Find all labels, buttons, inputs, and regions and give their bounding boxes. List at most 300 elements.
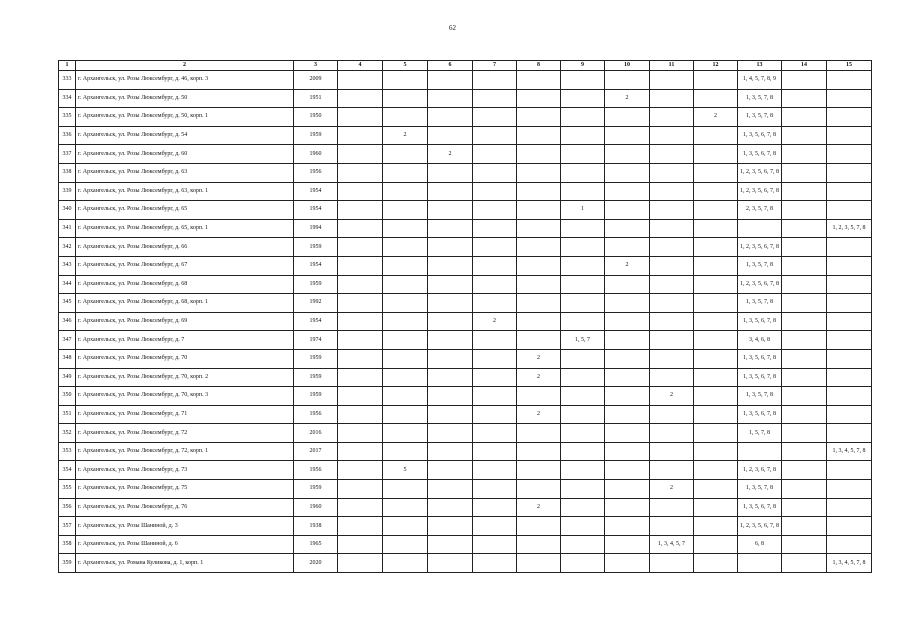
cell-col-6 bbox=[428, 71, 473, 90]
cell-col-10 bbox=[605, 71, 650, 90]
cell-col-6 bbox=[428, 256, 473, 275]
cell-col-3: 1960 bbox=[294, 498, 338, 517]
cell-col-8 bbox=[517, 480, 561, 499]
cell-col-10 bbox=[605, 424, 650, 443]
cell-col-1: 355 bbox=[59, 480, 76, 499]
cell-col-7 bbox=[473, 424, 517, 443]
cell-col-8 bbox=[517, 294, 561, 313]
cell-col-13: 1, 2, 3, 6, 7, 8 bbox=[738, 461, 782, 480]
cell-col-12 bbox=[694, 275, 738, 294]
cell-col-6 bbox=[428, 480, 473, 499]
cell-col-3: 1956 bbox=[294, 405, 338, 424]
cell-col-2: г. Архангельск, ул. Розы Шаниной, д. 3 bbox=[76, 517, 294, 536]
cell-col-7 bbox=[473, 126, 517, 145]
cell-col-11 bbox=[650, 163, 694, 182]
cell-col-14 bbox=[782, 331, 827, 350]
cell-col-7 bbox=[473, 89, 517, 108]
table-row bbox=[59, 145, 872, 164]
cell-col-15 bbox=[827, 312, 872, 331]
cell-col-3: 1950 bbox=[294, 108, 338, 127]
cell-col-9 bbox=[561, 89, 605, 108]
cell-col-7 bbox=[473, 256, 517, 275]
cell-col-9 bbox=[561, 275, 605, 294]
cell-col-10 bbox=[605, 182, 650, 201]
cell-col-13: 1, 3, 5, 6, 7, 8 bbox=[738, 498, 782, 517]
cell-col-13: 1, 3, 5, 7, 8 bbox=[738, 108, 782, 127]
cell-col-15 bbox=[827, 535, 872, 554]
cell-col-2: г. Архангельск, ул. Розы Люксембург, д. 72 bbox=[76, 424, 294, 443]
cell-col-10 bbox=[605, 405, 650, 424]
table-row bbox=[59, 461, 872, 480]
table-row bbox=[59, 349, 872, 368]
cell-col-7 bbox=[473, 498, 517, 517]
cell-col-13: 1, 5, 7, 8 bbox=[738, 424, 782, 443]
cell-col-5 bbox=[383, 201, 428, 220]
cell-col-11 bbox=[650, 238, 694, 257]
cell-col-12 bbox=[694, 126, 738, 145]
cell-col-5 bbox=[383, 424, 428, 443]
cell-col-10 bbox=[605, 368, 650, 387]
cell-col-15 bbox=[827, 405, 872, 424]
cell-col-14 bbox=[782, 312, 827, 331]
cell-col-9 bbox=[561, 442, 605, 461]
table-row bbox=[59, 442, 872, 461]
cell-col-1: 348 bbox=[59, 349, 76, 368]
cell-col-12 bbox=[694, 535, 738, 554]
cell-col-8 bbox=[517, 275, 561, 294]
cell-col-1: 345 bbox=[59, 294, 76, 313]
cell-col-7 bbox=[473, 182, 517, 201]
cell-col-13: 1, 3, 5, 7, 8 bbox=[738, 480, 782, 499]
cell-col-6 bbox=[428, 461, 473, 480]
cell-col-13: 1, 3, 5, 6, 7, 8 bbox=[738, 126, 782, 145]
cell-col-1: 346 bbox=[59, 312, 76, 331]
cell-col-4 bbox=[338, 256, 383, 275]
cell-col-5: 2 bbox=[383, 126, 428, 145]
cell-col-12 bbox=[694, 256, 738, 275]
cell-col-8 bbox=[517, 535, 561, 554]
cell-col-9 bbox=[561, 535, 605, 554]
cell-col-1: 343 bbox=[59, 256, 76, 275]
column-header-7: 7 bbox=[473, 61, 517, 71]
cell-col-15 bbox=[827, 368, 872, 387]
cell-col-4 bbox=[338, 145, 383, 164]
cell-col-10 bbox=[605, 219, 650, 238]
cell-col-14 bbox=[782, 461, 827, 480]
cell-col-6 bbox=[428, 163, 473, 182]
cell-col-10 bbox=[605, 554, 650, 573]
cell-col-14 bbox=[782, 275, 827, 294]
cell-col-3: 2016 bbox=[294, 424, 338, 443]
cell-col-5 bbox=[383, 219, 428, 238]
cell-col-5 bbox=[383, 368, 428, 387]
cell-col-8 bbox=[517, 424, 561, 443]
cell-col-2: г. Архангельск, ул. Розы Люксембург, д. 66 bbox=[76, 238, 294, 257]
cell-col-9 bbox=[561, 312, 605, 331]
cell-col-13: 1, 3, 5, 7, 8 bbox=[738, 294, 782, 313]
cell-col-2: г. Архангельск, ул. Романа Куликова, д. 1, корп. 1 bbox=[76, 554, 294, 573]
cell-col-6 bbox=[428, 126, 473, 145]
cell-col-3: 1965 bbox=[294, 535, 338, 554]
cell-col-2: г. Архангельск, ул. Розы Люксембург, д. 69 bbox=[76, 312, 294, 331]
cell-col-12 bbox=[694, 368, 738, 387]
table-row bbox=[59, 238, 872, 257]
cell-col-9 bbox=[561, 498, 605, 517]
cell-col-3: 1954 bbox=[294, 256, 338, 275]
cell-col-9 bbox=[561, 349, 605, 368]
cell-col-5 bbox=[383, 349, 428, 368]
cell-col-11 bbox=[650, 89, 694, 108]
cell-col-11 bbox=[650, 331, 694, 350]
cell-col-11 bbox=[650, 201, 694, 220]
cell-col-7 bbox=[473, 331, 517, 350]
cell-col-2: г. Архангельск, ул. Розы Люксембург, д. 50, корп. 1 bbox=[76, 108, 294, 127]
cell-col-8 bbox=[517, 126, 561, 145]
cell-col-1: 356 bbox=[59, 498, 76, 517]
cell-col-14 bbox=[782, 145, 827, 164]
cell-col-14 bbox=[782, 424, 827, 443]
table-row bbox=[59, 108, 872, 127]
cell-col-6 bbox=[428, 294, 473, 313]
cell-col-11: 2 bbox=[650, 480, 694, 499]
cell-col-6: 2 bbox=[428, 145, 473, 164]
cell-col-15 bbox=[827, 349, 872, 368]
cell-col-15 bbox=[827, 71, 872, 90]
cell-col-7 bbox=[473, 275, 517, 294]
cell-col-6 bbox=[428, 108, 473, 127]
cell-col-9 bbox=[561, 182, 605, 201]
cell-col-3: 1959 bbox=[294, 368, 338, 387]
column-header-3: 3 bbox=[294, 61, 338, 71]
cell-col-12 bbox=[694, 461, 738, 480]
cell-col-8 bbox=[517, 182, 561, 201]
cell-col-15 bbox=[827, 275, 872, 294]
cell-col-7 bbox=[473, 554, 517, 573]
cell-col-7 bbox=[473, 535, 517, 554]
cell-col-1: 358 bbox=[59, 535, 76, 554]
cell-col-6 bbox=[428, 424, 473, 443]
cell-col-9 bbox=[561, 517, 605, 536]
cell-col-11 bbox=[650, 219, 694, 238]
cell-col-12 bbox=[694, 554, 738, 573]
cell-col-5 bbox=[383, 517, 428, 536]
cell-col-13: 6, 8 bbox=[738, 535, 782, 554]
cell-col-6 bbox=[428, 89, 473, 108]
cell-col-14 bbox=[782, 238, 827, 257]
cell-col-11 bbox=[650, 424, 694, 443]
cell-col-3: 2017 bbox=[294, 442, 338, 461]
cell-col-10 bbox=[605, 163, 650, 182]
cell-col-12 bbox=[694, 71, 738, 90]
cell-col-15 bbox=[827, 424, 872, 443]
cell-col-13: 1, 4, 5, 7, 8, 9 bbox=[738, 71, 782, 90]
cell-col-13: 1, 3, 5, 7, 8 bbox=[738, 89, 782, 108]
cell-col-12 bbox=[694, 294, 738, 313]
cell-col-9 bbox=[561, 294, 605, 313]
column-header-6: 6 bbox=[428, 61, 473, 71]
cell-col-2: г. Архангельск, ул. Розы Люксембург, д. 46, корп. 3 bbox=[76, 71, 294, 90]
cell-col-4 bbox=[338, 535, 383, 554]
cell-col-5 bbox=[383, 387, 428, 406]
cell-col-4 bbox=[338, 331, 383, 350]
cell-col-11: 1, 3, 4, 5, 7 bbox=[650, 535, 694, 554]
cell-col-3: 1992 bbox=[294, 294, 338, 313]
cell-col-1: 347 bbox=[59, 331, 76, 350]
cell-col-4 bbox=[338, 71, 383, 90]
cell-col-4 bbox=[338, 368, 383, 387]
cell-col-11 bbox=[650, 275, 694, 294]
cell-col-5 bbox=[383, 256, 428, 275]
cell-col-11 bbox=[650, 405, 694, 424]
cell-col-3: 1956 bbox=[294, 461, 338, 480]
cell-col-6 bbox=[428, 238, 473, 257]
column-header-15: 15 bbox=[827, 61, 872, 71]
cell-col-9 bbox=[561, 368, 605, 387]
cell-col-3: 2009 bbox=[294, 71, 338, 90]
cell-col-10 bbox=[605, 331, 650, 350]
cell-col-14 bbox=[782, 182, 827, 201]
cell-col-5 bbox=[383, 331, 428, 350]
cell-col-10 bbox=[605, 461, 650, 480]
cell-col-4 bbox=[338, 554, 383, 573]
cell-col-9 bbox=[561, 108, 605, 127]
cell-col-12 bbox=[694, 89, 738, 108]
table-row bbox=[59, 535, 872, 554]
cell-col-12 bbox=[694, 480, 738, 499]
cell-col-8 bbox=[517, 145, 561, 164]
cell-col-11 bbox=[650, 256, 694, 275]
cell-col-2: г. Архангельск, ул. Розы Шаниной, д. 6 bbox=[76, 535, 294, 554]
cell-col-9 bbox=[561, 238, 605, 257]
cell-col-8 bbox=[517, 331, 561, 350]
cell-col-13: 3, 4, 6, 8 bbox=[738, 331, 782, 350]
cell-col-4 bbox=[338, 238, 383, 257]
register-table bbox=[58, 60, 872, 573]
cell-col-7 bbox=[473, 349, 517, 368]
cell-col-5 bbox=[383, 498, 428, 517]
cell-col-3: 1954 bbox=[294, 182, 338, 201]
cell-col-12 bbox=[694, 387, 738, 406]
cell-col-15 bbox=[827, 294, 872, 313]
cell-col-6 bbox=[428, 405, 473, 424]
cell-col-10: 2 bbox=[605, 256, 650, 275]
cell-col-7 bbox=[473, 108, 517, 127]
cell-col-2: г. Архангельск, ул. Розы Люксембург, д. 71 bbox=[76, 405, 294, 424]
cell-col-13: 1, 2, 3, 5, 6, 7, 8 bbox=[738, 275, 782, 294]
cell-col-5 bbox=[383, 535, 428, 554]
cell-col-2: г. Архангельск, ул. Розы Люксембург, д. 50 bbox=[76, 89, 294, 108]
table-row bbox=[59, 405, 872, 424]
cell-col-2: г. Архангельск, ул. Розы Люксембург, д. 72, корп. 1 bbox=[76, 442, 294, 461]
cell-col-3: 2020 bbox=[294, 554, 338, 573]
cell-col-3: 1959 bbox=[294, 238, 338, 257]
cell-col-6 bbox=[428, 535, 473, 554]
cell-col-10 bbox=[605, 312, 650, 331]
cell-col-15 bbox=[827, 461, 872, 480]
cell-col-11 bbox=[650, 554, 694, 573]
cell-col-1: 342 bbox=[59, 238, 76, 257]
cell-col-8: 2 bbox=[517, 368, 561, 387]
cell-col-14 bbox=[782, 480, 827, 499]
cell-col-12 bbox=[694, 349, 738, 368]
cell-col-9 bbox=[561, 71, 605, 90]
cell-col-4 bbox=[338, 387, 383, 406]
cell-col-13: 1, 2, 3, 5, 6, 7, 8 bbox=[738, 163, 782, 182]
cell-col-13: 1, 3, 5, 6, 7, 8 bbox=[738, 145, 782, 164]
column-header-12: 12 bbox=[694, 61, 738, 71]
cell-col-15: 1, 3, 4, 5, 7, 8 bbox=[827, 554, 872, 573]
cell-col-12 bbox=[694, 201, 738, 220]
cell-col-4 bbox=[338, 405, 383, 424]
cell-col-10 bbox=[605, 238, 650, 257]
cell-col-14 bbox=[782, 442, 827, 461]
cell-col-3: 1959 bbox=[294, 349, 338, 368]
cell-col-2: г. Архангельск, ул. Розы Люксембург, д. 67 bbox=[76, 256, 294, 275]
cell-col-5 bbox=[383, 89, 428, 108]
cell-col-1: 359 bbox=[59, 554, 76, 573]
cell-col-10 bbox=[605, 387, 650, 406]
cell-col-10 bbox=[605, 349, 650, 368]
cell-col-6 bbox=[428, 442, 473, 461]
cell-col-9: 1 bbox=[561, 201, 605, 220]
cell-col-12 bbox=[694, 145, 738, 164]
cell-col-12 bbox=[694, 517, 738, 536]
cell-col-5 bbox=[383, 71, 428, 90]
cell-col-4 bbox=[338, 294, 383, 313]
cell-col-15 bbox=[827, 108, 872, 127]
cell-col-8 bbox=[517, 201, 561, 220]
cell-col-5: 5 bbox=[383, 461, 428, 480]
cell-col-13: 1, 3, 5, 6, 7, 8 bbox=[738, 405, 782, 424]
cell-col-8: 2 bbox=[517, 498, 561, 517]
cell-col-1: 341 bbox=[59, 219, 76, 238]
column-header-13: 13 bbox=[738, 61, 782, 71]
cell-col-8 bbox=[517, 71, 561, 90]
cell-col-14 bbox=[782, 163, 827, 182]
cell-col-8 bbox=[517, 554, 561, 573]
cell-col-8 bbox=[517, 312, 561, 331]
cell-col-14 bbox=[782, 219, 827, 238]
cell-col-14 bbox=[782, 71, 827, 90]
cell-col-7 bbox=[473, 368, 517, 387]
cell-col-5 bbox=[383, 108, 428, 127]
cell-col-12: 2 bbox=[694, 108, 738, 127]
cell-col-10 bbox=[605, 480, 650, 499]
cell-col-4 bbox=[338, 219, 383, 238]
cell-col-12 bbox=[694, 182, 738, 201]
table-row bbox=[59, 219, 872, 238]
cell-col-2: г. Архангельск, ул. Розы Люксембург, д. 76 bbox=[76, 498, 294, 517]
cell-col-4 bbox=[338, 517, 383, 536]
cell-col-5 bbox=[383, 312, 428, 331]
table-row bbox=[59, 554, 872, 573]
cell-col-13: 1, 2, 3, 5, 6, 7, 8 bbox=[738, 182, 782, 201]
cell-col-3: 1974 bbox=[294, 331, 338, 350]
cell-col-4 bbox=[338, 126, 383, 145]
cell-col-9 bbox=[561, 145, 605, 164]
table-row bbox=[59, 368, 872, 387]
cell-col-5 bbox=[383, 480, 428, 499]
table-row bbox=[59, 498, 872, 517]
cell-col-1: 344 bbox=[59, 275, 76, 294]
cell-col-2: г. Архангельск, ул. Розы Люксембург, д. 65, корп. 1 bbox=[76, 219, 294, 238]
cell-col-6 bbox=[428, 312, 473, 331]
table-row bbox=[59, 201, 872, 220]
cell-col-11 bbox=[650, 182, 694, 201]
cell-col-9 bbox=[561, 219, 605, 238]
cell-col-4 bbox=[338, 201, 383, 220]
column-header-1: 1 bbox=[59, 61, 76, 71]
cell-col-13: 1, 3, 5, 6, 7, 8 bbox=[738, 312, 782, 331]
cell-col-11 bbox=[650, 349, 694, 368]
cell-col-8 bbox=[517, 89, 561, 108]
cell-col-15: 1, 2, 3, 5, 7, 8 bbox=[827, 219, 872, 238]
cell-col-15 bbox=[827, 238, 872, 257]
cell-col-7 bbox=[473, 201, 517, 220]
cell-col-5 bbox=[383, 238, 428, 257]
cell-col-2: г. Архангельск, ул. Розы Люксембург, д. 7 bbox=[76, 331, 294, 350]
table-row bbox=[59, 424, 872, 443]
cell-col-3: 1956 bbox=[294, 163, 338, 182]
cell-col-1: 357 bbox=[59, 517, 76, 536]
cell-col-10 bbox=[605, 294, 650, 313]
cell-col-9: 1, 5, 7 bbox=[561, 331, 605, 350]
cell-col-2: г. Архангельск, ул. Розы Люксембург, д. 63, корп. 1 bbox=[76, 182, 294, 201]
column-header-14: 14 bbox=[782, 61, 827, 71]
cell-col-15 bbox=[827, 331, 872, 350]
table-row bbox=[59, 182, 872, 201]
cell-col-3: 1951 bbox=[294, 89, 338, 108]
cell-col-11 bbox=[650, 517, 694, 536]
cell-col-2: г. Архангельск, ул. Розы Люксембург, д. 65 bbox=[76, 201, 294, 220]
table-row bbox=[59, 89, 872, 108]
cell-col-4 bbox=[338, 163, 383, 182]
cell-col-11 bbox=[650, 368, 694, 387]
cell-col-12 bbox=[694, 238, 738, 257]
cell-col-7 bbox=[473, 294, 517, 313]
cell-col-2: г. Архангельск, ул. Розы Люксембург, д. 70, корп. 2 bbox=[76, 368, 294, 387]
cell-col-13 bbox=[738, 554, 782, 573]
cell-col-14 bbox=[782, 554, 827, 573]
cell-col-10 bbox=[605, 126, 650, 145]
cell-col-11 bbox=[650, 312, 694, 331]
cell-col-1: 353 bbox=[59, 442, 76, 461]
cell-col-12 bbox=[694, 405, 738, 424]
cell-col-2: г. Архангельск, ул. Розы Люксембург, д. 75 bbox=[76, 480, 294, 499]
cell-col-10 bbox=[605, 517, 650, 536]
cell-col-6 bbox=[428, 219, 473, 238]
cell-col-2: г. Архангельск, ул. Розы Люксембург, д. 63 bbox=[76, 163, 294, 182]
table-row bbox=[59, 126, 872, 145]
cell-col-9 bbox=[561, 126, 605, 145]
cell-col-14 bbox=[782, 535, 827, 554]
cell-col-5 bbox=[383, 145, 428, 164]
cell-col-14 bbox=[782, 349, 827, 368]
cell-col-3: 1960 bbox=[294, 145, 338, 164]
column-header-2: 2 bbox=[76, 61, 294, 71]
cell-col-8 bbox=[517, 387, 561, 406]
table-row bbox=[59, 294, 872, 313]
cell-col-11 bbox=[650, 126, 694, 145]
cell-col-6 bbox=[428, 554, 473, 573]
cell-col-3: 1959 bbox=[294, 126, 338, 145]
cell-col-1: 352 bbox=[59, 424, 76, 443]
cell-col-11 bbox=[650, 108, 694, 127]
cell-col-4 bbox=[338, 480, 383, 499]
column-header-9: 9 bbox=[561, 61, 605, 71]
cell-col-15 bbox=[827, 256, 872, 275]
cell-col-8 bbox=[517, 256, 561, 275]
